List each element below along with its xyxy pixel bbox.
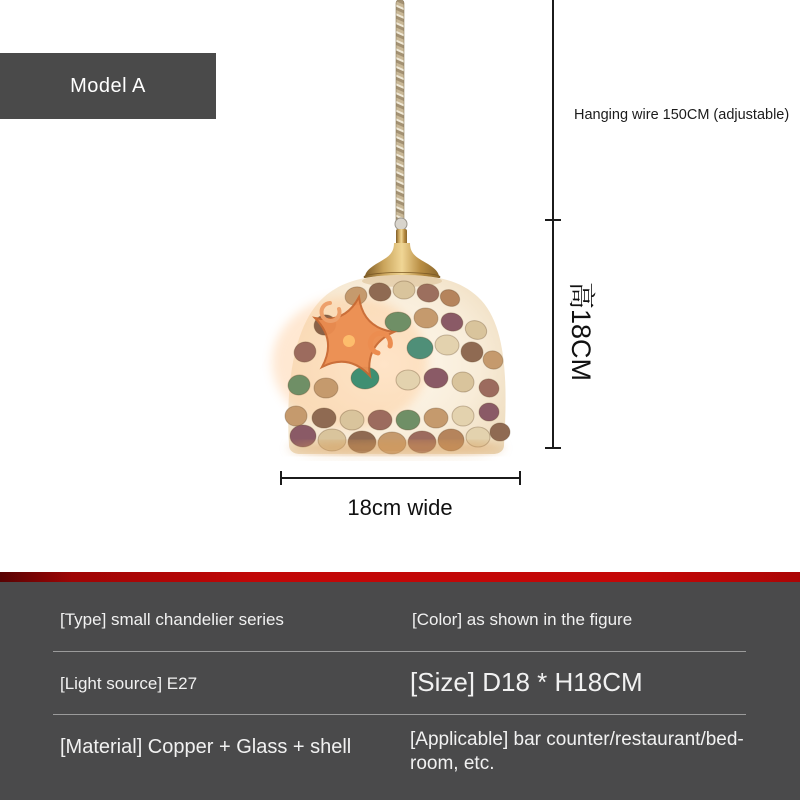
shell-shade [272, 275, 510, 460]
spec-light-source: [Light source] E27 [60, 674, 198, 693]
spec-panel [0, 582, 800, 800]
model-badge [0, 53, 216, 119]
dimension-tick [519, 471, 521, 485]
hanging-cord [396, 0, 404, 228]
height-label: 高18CM [566, 282, 596, 382]
spec-color: [Color] as shown in the figure [412, 610, 633, 629]
model-badge-label: Model A [70, 74, 146, 97]
spec-material: [Material] Copper + Glass + shell [60, 736, 352, 758]
width-label: 18cm wide [347, 495, 453, 520]
hanging-wire-label: Hanging wire 150CM (adjustable) [574, 107, 790, 123]
brass-socket-holder [364, 218, 440, 282]
dimension-tick [280, 471, 282, 485]
width-dimension-line [281, 477, 521, 479]
dimension-tick [545, 219, 561, 221]
dimension-tick [545, 447, 561, 449]
pendant-lamp-illustration [240, 0, 560, 475]
spec-divider [53, 714, 746, 715]
red-accent-bar [0, 572, 800, 582]
spec-type: [Type] small chandelier series [60, 610, 284, 629]
spec-applicable: [Applicable] bar counter/restaurant/bed-room, etc. [410, 729, 744, 774]
spec-divider [53, 651, 746, 652]
spec-size: [Size] D18 * H18CM [410, 667, 643, 697]
height-dimension-line [552, 0, 554, 449]
